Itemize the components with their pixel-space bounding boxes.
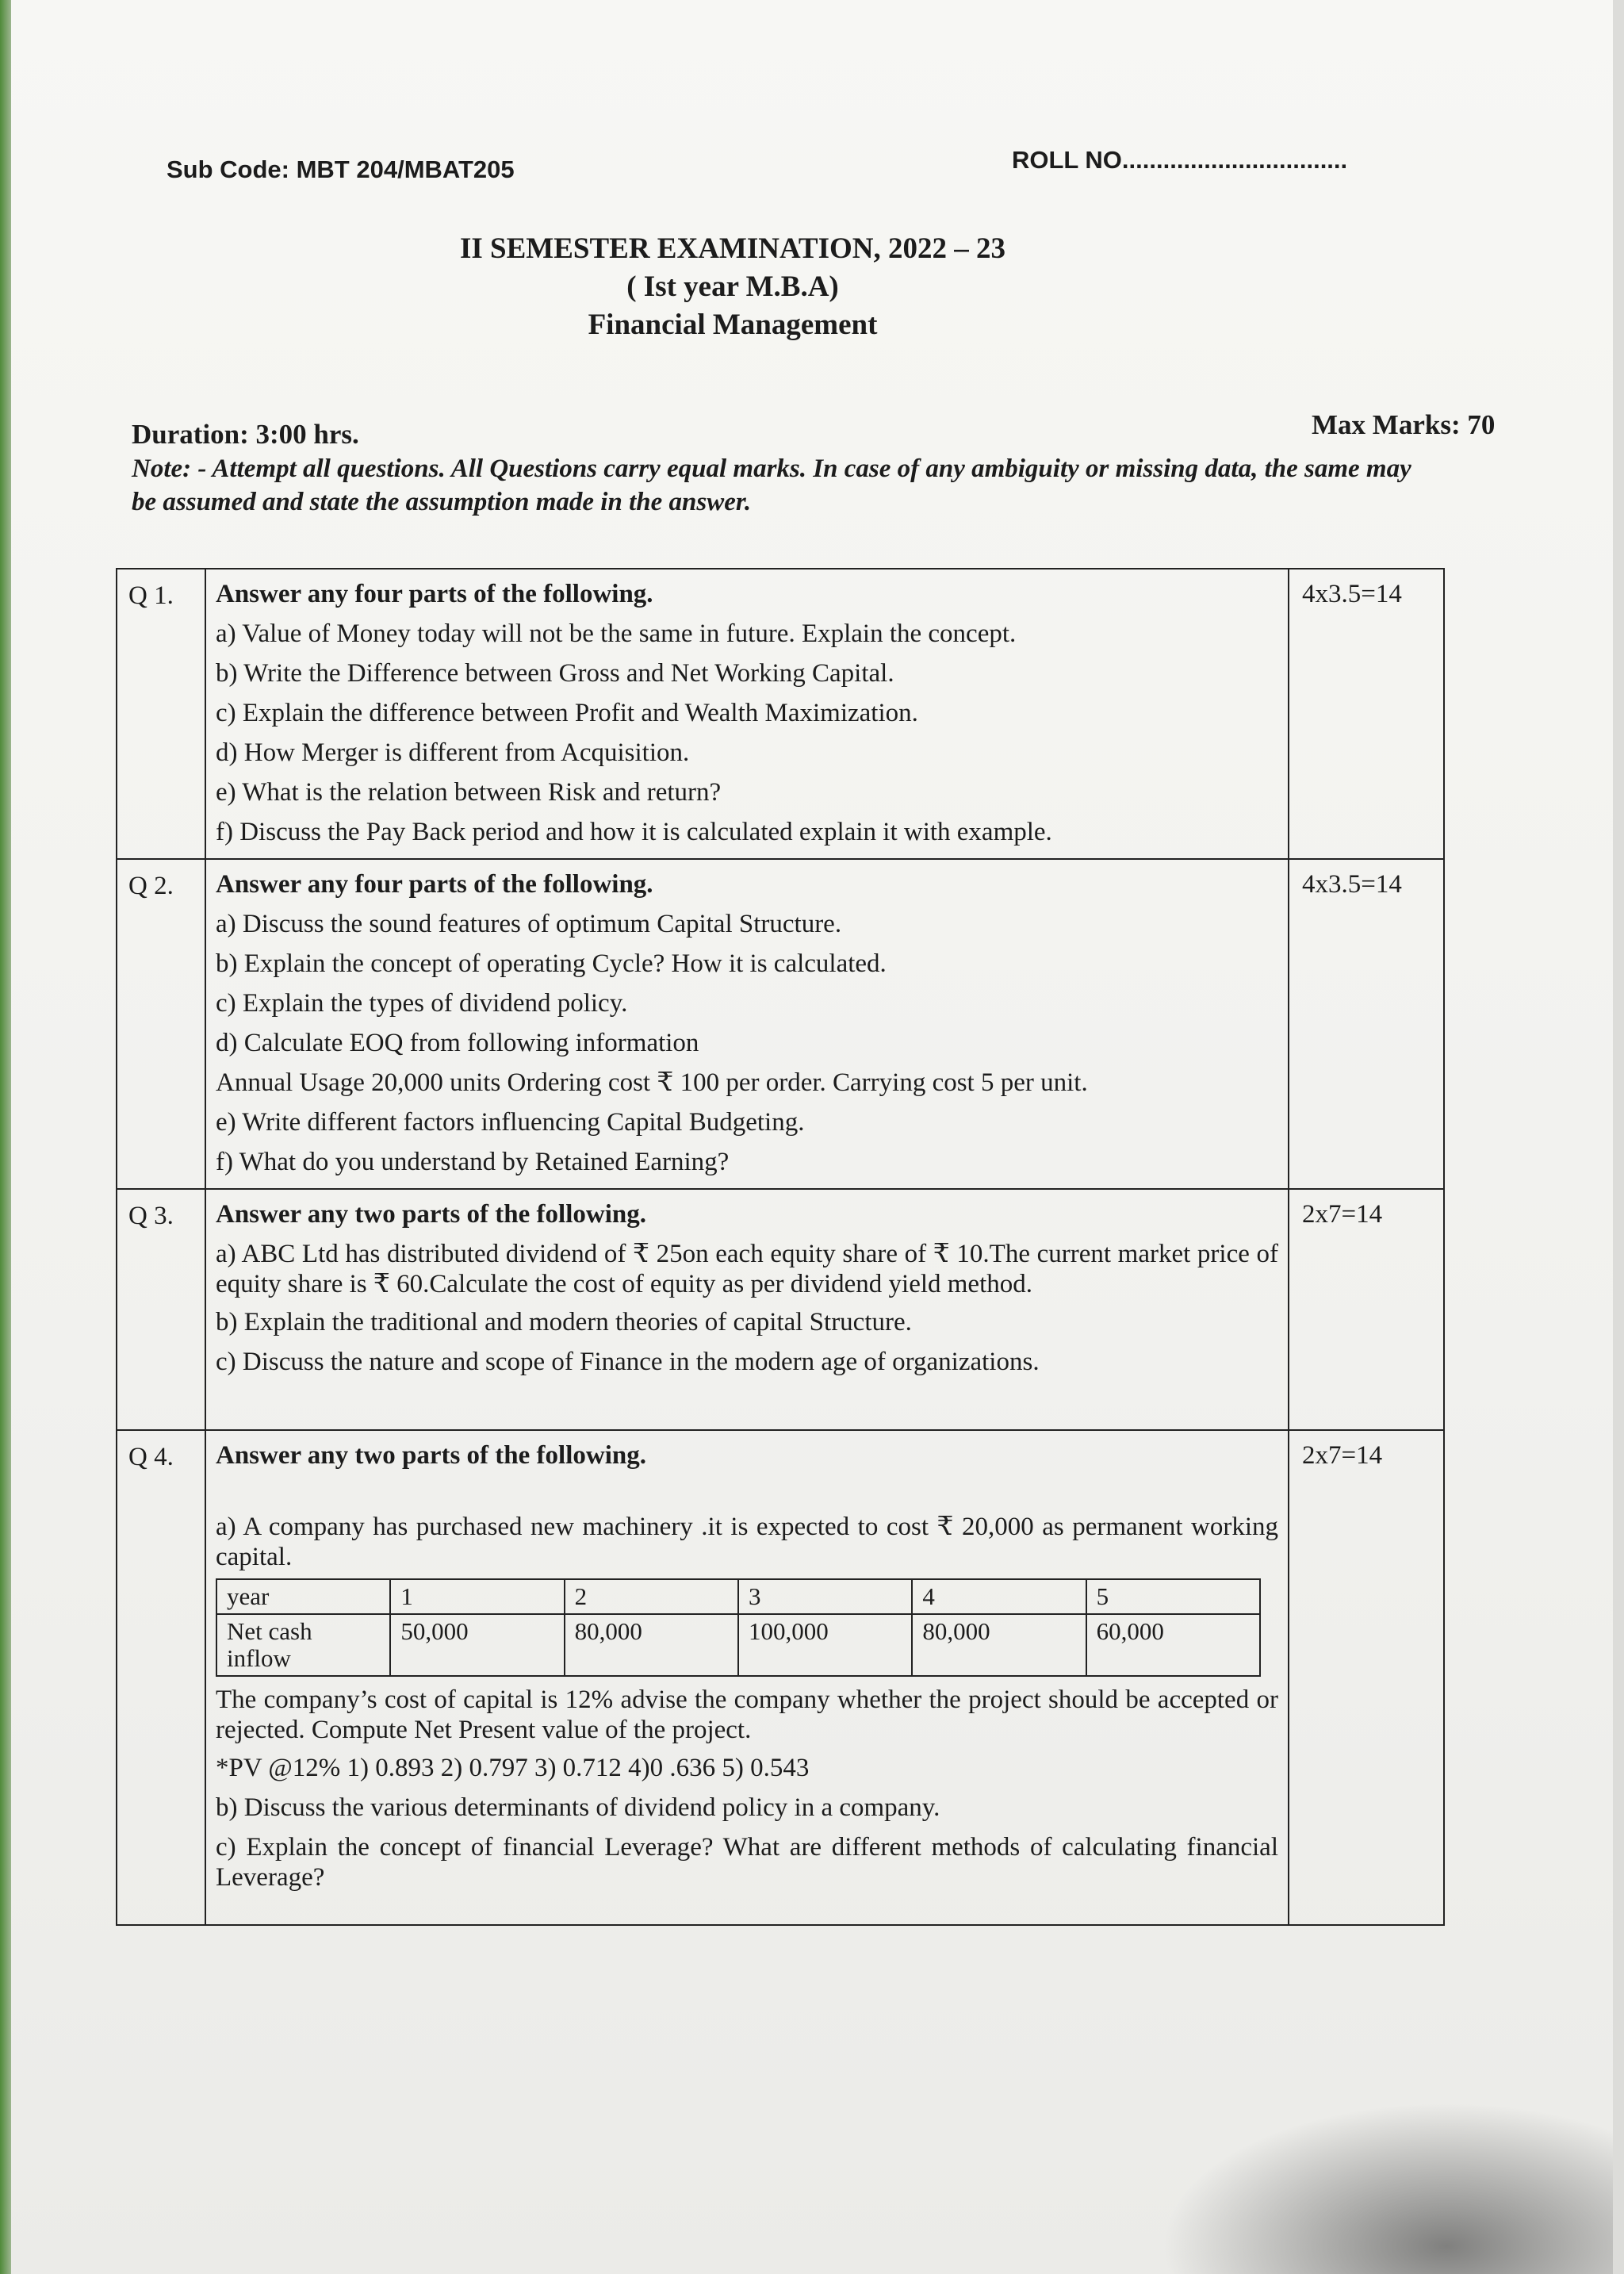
question-part: d) Calculate EOQ from following information: [216, 1029, 699, 1057]
table-cell: 2: [565, 1579, 738, 1614]
question-title: Answer any four parts of the following.: [216, 870, 653, 899]
exam-note: Note: - Attempt all questions. All Questions carry equal marks. In case of any ambiguity or missing data, the same may be assumed and state the assumption made in the answer.: [132, 454, 1411, 516]
question-part: c) Discuss the nature and scope of Finance in the modern age of organizations.: [216, 1348, 1040, 1376]
question-marks: 2x7=14: [1289, 1189, 1444, 1430]
question-number: Q 3.: [117, 1189, 205, 1430]
question-part: f) Discuss the Pay Back period and how it is calculated explain it with example.: [216, 818, 1052, 846]
pv-factors: *PV @12% 1) 0.893 2) 0.797 3) 0.712 4)0 .636 5) 0.543: [216, 1754, 810, 1782]
question-title: Answer any two parts of the following.: [216, 1441, 646, 1470]
question-part: c) Explain the difference between Profit and Wealth Maximization.: [216, 699, 918, 727]
question-part: e) What is the relation between Risk and return?: [216, 778, 722, 807]
table-cell: year: [216, 1579, 390, 1614]
question-number: Q 1.: [117, 569, 205, 859]
question-body: [205, 1189, 1289, 1430]
question-part: Annual Usage 20,000 units Ordering cost ₹ 100 per order. Carrying cost 5 per unit.: [216, 1068, 1088, 1097]
question-marks: 4x3.5=14: [1289, 569, 1444, 859]
exam-max-marks: Max Marks: 70: [1312, 409, 1496, 440]
photo-shadow: [1161, 2102, 1613, 2274]
question-part: b) Explain the traditional and modern theories of capital Structure.: [216, 1308, 912, 1336]
question-part: b) Explain the concept of operating Cycle? How it is calculated.: [216, 949, 887, 978]
question-title: Answer any four parts of the following.: [216, 580, 653, 608]
page-edge: [0, 0, 11, 2274]
exam-duration: Duration: 3:00 hrs.: [132, 419, 359, 450]
questions-table: [116, 568, 1445, 1926]
cash-flow-table: [216, 1578, 1261, 1677]
question-part: The company’s cost of capital is 12% advise the company whether the project should be accepted or rejected. Compute Net Present value of the project.: [216, 1685, 1278, 1744]
question-part: c) Explain the concept of financial Leverage? What are different methods of calculating financial Leverage?: [216, 1833, 1278, 1892]
spacer: [216, 1475, 1278, 1507]
exam-heading: [455, 230, 1010, 344]
table-header-row: [216, 1579, 1260, 1614]
question-body: [205, 569, 1289, 859]
exam-subject: Financial Management: [588, 309, 878, 341]
question-part: b) Discuss the various determinants of dividend policy in a company.: [216, 1793, 940, 1822]
question-part: b) Write the Difference between Gross and Net Working Capital.: [216, 659, 894, 688]
question-number: Q 2.: [117, 859, 205, 1189]
roll-number-field: ROLL NO.................................: [1012, 146, 1348, 174]
table-cell: Net cash inflow: [216, 1614, 390, 1676]
question-row: [117, 569, 1444, 859]
subject-code: Sub Code: MBT 204/MBAT205: [167, 155, 515, 183]
question-part: f) What do you understand by Retained Earning?: [216, 1148, 730, 1176]
exam-paper: [11, 0, 1613, 2274]
question-part: a) ABC Ltd has distributed dividend of ₹ 25on each equity share of ₹ 10.The current market price of equity share is ₹ 60.Calculate the cost of equity as per dividend yield method.: [216, 1240, 1278, 1298]
question-title: Answer any two parts of the following.: [216, 1200, 646, 1229]
question-marks: 4x3.5=14: [1289, 859, 1444, 1189]
table-cell: 80,000: [565, 1614, 738, 1676]
table-row: [216, 1614, 1260, 1676]
table-cell: 3: [738, 1579, 912, 1614]
question-row: [117, 1430, 1444, 1925]
table-cell: 1: [390, 1579, 564, 1614]
question-number: Q 4.: [117, 1430, 205, 1925]
question-marks: 2x7=14: [1289, 1430, 1444, 1925]
question-part: a) Discuss the sound features of optimum Capital Structure.: [216, 910, 842, 938]
table-cell: 4: [912, 1579, 1086, 1614]
question-part: d) How Merger is different from Acquisition.: [216, 738, 690, 767]
question-part: a) Value of Money today will not be the same in future. Explain the concept.: [216, 619, 1017, 648]
question-row: [117, 859, 1444, 1189]
exam-year: ( Ist year M.B.A): [626, 270, 839, 303]
question-body: [205, 1430, 1289, 1925]
table-cell: 60,000: [1086, 1614, 1260, 1676]
table-cell: 100,000: [738, 1614, 912, 1676]
question-part: c) Explain the types of dividend policy.: [216, 989, 628, 1018]
question-part: e) Write different factors influencing Capital Budgeting.: [216, 1108, 805, 1137]
table-cell: 5: [1086, 1579, 1260, 1614]
question-row: [117, 1189, 1444, 1430]
question-body: [205, 859, 1289, 1189]
exam-title: II SEMESTER EXAMINATION, 2022 – 23: [459, 232, 1006, 265]
table-cell: 80,000: [912, 1614, 1086, 1676]
question-part: a) A company has purchased new machinery .it is expected to cost ₹ 20,000 as permanent working capital.: [216, 1513, 1278, 1571]
table-cell: 50,000: [390, 1614, 564, 1676]
